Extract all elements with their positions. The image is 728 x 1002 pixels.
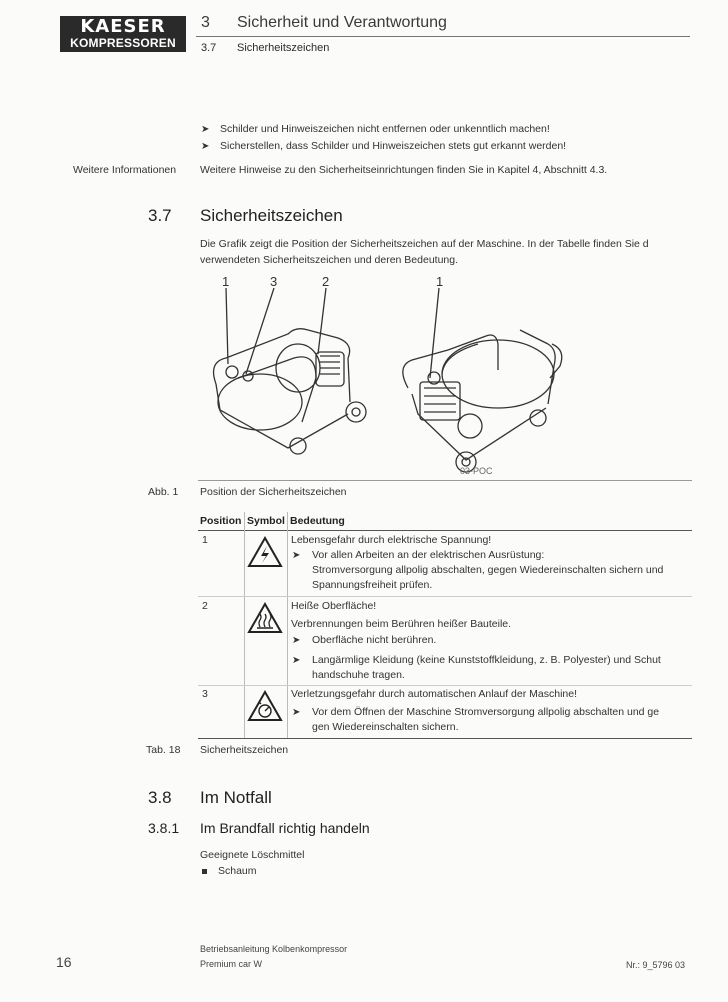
automatic-start-icon — [247, 690, 283, 727]
figure-code: 03-POC — [460, 466, 493, 476]
section-37-para-line1: Die Grafik zeigt die Position der Sicherheitszeichen auf der Maschine. In der Tabelle finden Sie d — [200, 238, 649, 250]
footer-doc-line2: Premium car W — [200, 959, 263, 969]
page-number: 16 — [56, 954, 72, 970]
figure-label: Abb. 1 — [148, 486, 179, 498]
electric-hazard-icon — [247, 536, 283, 573]
section-37-title: Sicherheitszeichen — [200, 206, 343, 225]
further-info-text: Weitere Hinweise zu den Sicherheitseinrichtungen finden Sie in Kapitel 4, Abschnitt 4.3. — [200, 164, 608, 176]
table-label: Tab. 18 — [146, 744, 181, 756]
section-381-number: 3.8.1 — [148, 820, 180, 836]
table-bottom-line — [198, 738, 692, 739]
list-arrow-icon: ➤ — [292, 635, 301, 646]
table-cell-text: gen Wiedereinschalten sichern. — [312, 721, 459, 733]
table-row-divider — [198, 685, 692, 686]
section-381-title: Im Brandfall richtig handeln — [200, 820, 370, 836]
figure-divider — [198, 480, 692, 481]
footer-doc-number: Nr.: 9_5796 03 — [626, 960, 686, 970]
table-cell-text: Stromversorgung allpolig abschalten, gegen Wiedereinschalten sichern und — [312, 564, 664, 576]
table-cell-position: 1 — [202, 534, 208, 546]
extinguisher-item: Schaum — [218, 865, 257, 877]
table-caption: Sicherheitszeichen — [200, 744, 289, 756]
further-info-label: Weitere Informationen — [73, 164, 177, 176]
list-arrow-icon: ➤ — [292, 655, 301, 666]
section-38-number: 3.8 — [148, 788, 172, 807]
table-cell-text: Lebensgefahr durch elektrische Spannung! — [291, 534, 492, 546]
table-header-symbol: Symbol — [247, 515, 285, 527]
list-item: Sicherstellen, dass Schilder und Hinweiszeichen stets gut erkannt werden! — [220, 140, 567, 152]
extinguisher-intro: Geeignete Löschmittel — [200, 849, 305, 861]
table-cell-text: Heiße Oberfläche! — [291, 600, 377, 612]
list-arrow-icon: ➤ — [292, 550, 301, 561]
section-38-title: Im Notfall — [200, 788, 272, 807]
logo-line1: KAESER — [80, 16, 166, 37]
compressor-illustration — [198, 274, 698, 474]
bullet-icon — [202, 869, 207, 874]
table-col-divider — [244, 512, 245, 738]
callout-label: 3 — [270, 274, 278, 289]
table-cell-position: 3 — [202, 688, 208, 700]
compressor-figure — [198, 274, 698, 474]
table-cell-text: Vor allen Arbeiten an der elektrischen Ausrüstung: — [312, 549, 545, 561]
section-title: Sicherheitszeichen — [237, 42, 330, 54]
figure-caption: Position der Sicherheitszeichen — [200, 486, 347, 498]
table-cell-text: Verbrennungen beim Berühren heißer Bauteile. — [291, 618, 512, 630]
table-cell-text: Oberfläche nicht berühren. — [312, 634, 437, 646]
table-cell-text: Vor dem Öffnen der Maschine Stromversorgung allpolig abschalten und ge — [312, 706, 660, 718]
callout-label: 2 — [322, 274, 330, 289]
table-cell-position: 2 — [202, 600, 208, 612]
table-header-bedeutung: Bedeutung — [290, 515, 345, 527]
hot-surface-icon — [247, 602, 283, 639]
table-col-divider — [287, 512, 288, 738]
table-row-divider — [198, 596, 692, 597]
table-cell-text: Langärmlige Kleidung (keine Kunststoffkleidung, z. B. Polyester) und Schut — [312, 654, 661, 666]
logo-line2: KOMPRESSOREN — [70, 36, 176, 50]
list-item: Schilder und Hinweiszeichen nicht entfernen oder unkenntlich machen! — [220, 123, 550, 135]
list-arrow-icon: ➤ — [292, 707, 301, 718]
table-header-line — [198, 530, 692, 531]
list-arrow-icon: ➤ — [201, 124, 210, 135]
section-37-number: 3.7 — [148, 206, 172, 225]
kaeser-logo — [60, 16, 186, 52]
callout-label: 1 — [436, 274, 444, 289]
chapter-title: Sicherheit und Verantwortung — [237, 14, 447, 31]
chapter-number: 3 — [201, 14, 210, 31]
table-cell-text: handschuhe tragen. — [312, 669, 405, 681]
footer-doc-line1: Betriebsanleitung Kolbenkompressor — [200, 944, 348, 954]
table-cell-text: Verletzungsgefahr durch automatischen Anlauf der Maschine! — [291, 688, 578, 700]
list-arrow-icon: ➤ — [201, 141, 210, 152]
section-number: 3.7 — [201, 42, 217, 54]
callout-label: 1 — [222, 274, 230, 289]
header-divider — [196, 36, 690, 37]
table-header-position: Position — [200, 515, 242, 527]
table-cell-text: Spannungsfreiheit prüfen. — [312, 579, 433, 591]
section-37-para-line2: verwendeten Sicherheitszeichen und deren Bedeutung. — [200, 254, 459, 266]
